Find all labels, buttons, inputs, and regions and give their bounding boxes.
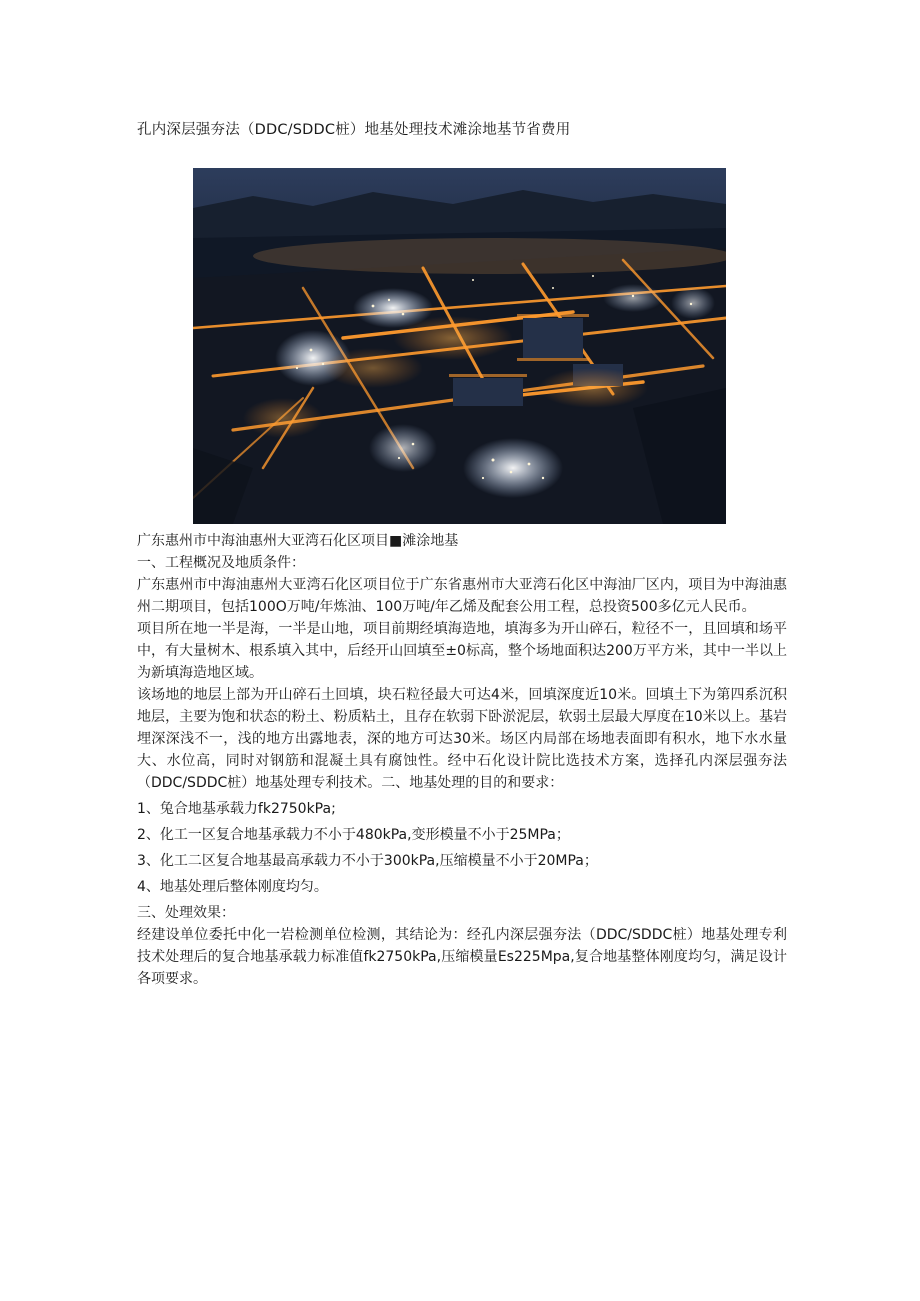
- section-heading-overview: 一、工程概况及地质条件：: [137, 555, 305, 571]
- section-heading-results: 三、处理效果：: [137, 905, 235, 921]
- paragraph-site-conditions: 项目所在地一半是海，一半是山地，项目前期经填海造地，填海多为开山碎石，粒径不一，且回填和场平中，有大量树木、根系填入其中，后经开山回填至±0标高，整个场地面积达200万平方米，其中一半以上为新填海造地区域。: [137, 621, 787, 681]
- paragraph-results: 经建设单位委托中化一岩检测单位检测，其结论为：经孔内深层强夯法（DDC/SDDC桩）地基处理专利技术处理后的复合地基承载力标准值fk2750kPa,压缩模量Es225Mpa,复合地基整体刚度均匀，满足设计各项要求。: [137, 927, 787, 987]
- requirement-item-3: 3、化工二区复合地基最高承载力不小于300kPa,压缩模量不小于20MPa；: [137, 853, 598, 869]
- photo-caption: 广东惠州市中海油惠州大亚湾石化区项目■滩涂地基: [137, 533, 459, 549]
- aerial-petrochemical-night-photo: [193, 168, 726, 524]
- requirement-item-4: 4、地基处理后整体刚度均匀。: [137, 879, 328, 895]
- requirement-item-1: 1、兔合地基承载力fk2750kPa;: [137, 801, 336, 817]
- requirement-item-2: 2、化工一区复合地基承载力不小于480kPa,变形模量不小于25MPa；: [137, 827, 570, 843]
- document-body: [137, 530, 787, 990]
- paragraph-project-overview: 广东惠州市中海油惠州大亚湾石化区项目位于广东省惠州市大亚湾石化区中海油厂区内，项目为中海油惠州二期项目，包括100O万吨/年炼油、100万吨/年乙烯及配套公用工程，总投资500多亿元人民币。: [137, 577, 787, 615]
- paragraph-geology: 该场地的地层上部为开山碎石土回填，块石粒径最大可达4米，回填深度近10米。回填土下为第四系沉积地层，主要为饱和状态的粉土、粉质粘土，且存在软弱下卧淤泥层，软弱土层最大厚度在10米以上。基岩埋深深浅不一，浅的地方出露地表，深的地方可达30米。场区内局部在场地表面即有积水，地下水水量大、水位高，同时对钢筋和混凝土具有腐蚀性。经中石化设计院比选技术方案，选择孔内深层强夯法（DDC/SDDC桩）地基处理专利技术。二、地基处理的目的和要求：: [137, 687, 787, 791]
- document-title: 孔内深层强夯法（DDC/SDDC桩）地基处理技术滩涂地基节省费用: [137, 122, 571, 138]
